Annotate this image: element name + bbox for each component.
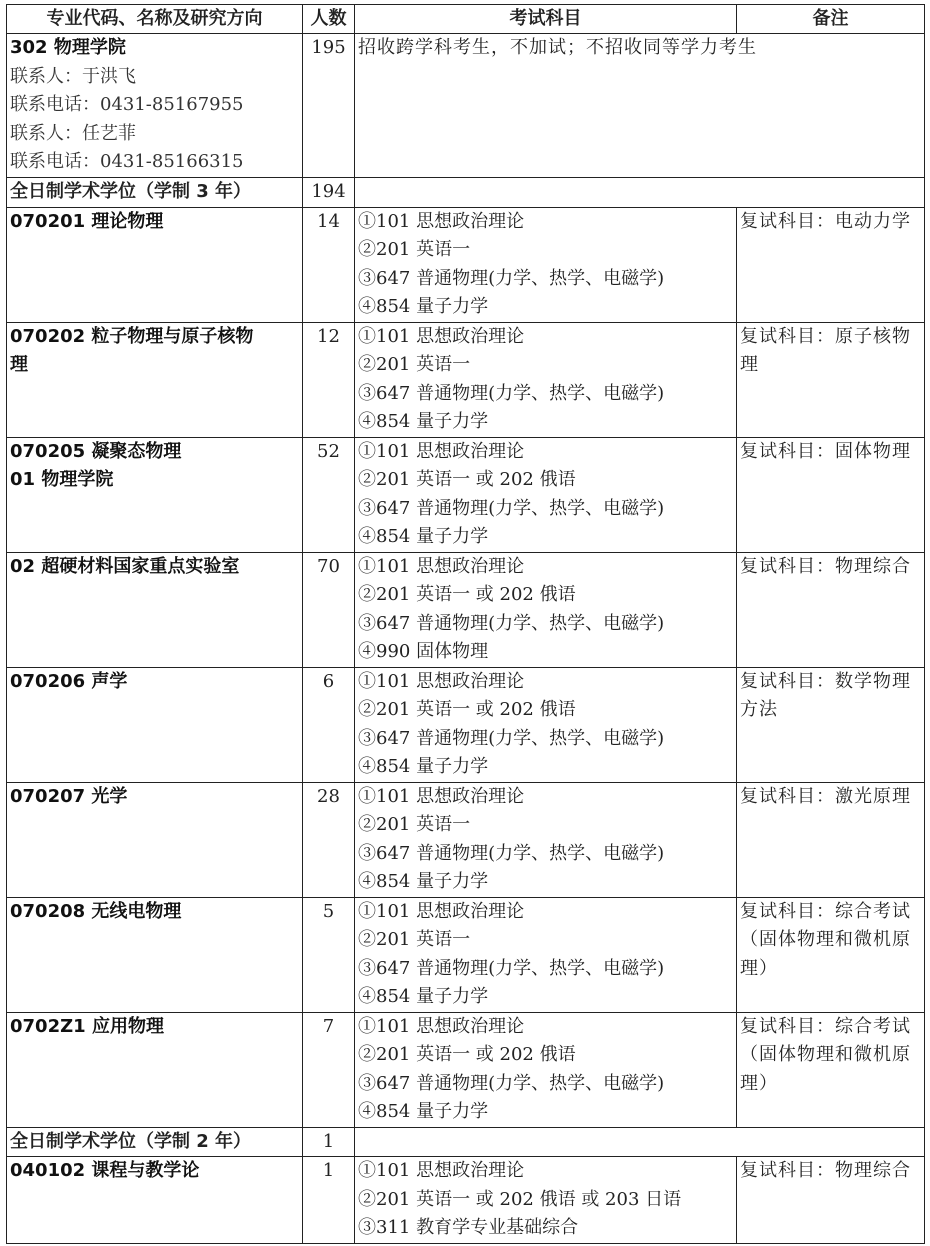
program-row xyxy=(7,437,925,552)
program-name-cell xyxy=(7,322,303,437)
band-empty-2yr xyxy=(355,1127,925,1157)
exam-subject: ④854 量子力学 xyxy=(358,411,489,432)
program-note: 复试科目：原子核物理 xyxy=(737,322,925,437)
program-row xyxy=(7,207,925,322)
exam-subject: ①101 思想政治理论 xyxy=(358,440,525,462)
contact-phone-2: 联系电话：0431-85166315 xyxy=(10,151,244,172)
department-note: 招收跨学科考生，不加试；不招收同等学力考生 xyxy=(355,34,925,178)
exam-subject: ④854 量子力学 xyxy=(358,871,489,892)
program-name-cell xyxy=(7,207,303,322)
program-name: 理 xyxy=(10,354,28,375)
exam-subject: ③647 普通物理(力学、热学、电磁学) xyxy=(358,612,665,634)
band-empty-3yr xyxy=(355,178,925,208)
program-name-cell xyxy=(7,552,303,667)
department-title: 302 物理学院 xyxy=(10,37,126,58)
program-row xyxy=(7,322,925,437)
program-name-cell xyxy=(7,897,303,1012)
band-label-3yr: 全日制学术学位（学制 3 年） xyxy=(7,178,303,208)
program-note: 复试科目：电动力学 xyxy=(737,207,925,322)
exam-subject: ③647 普通物理(力学、热学、电磁学) xyxy=(358,382,665,404)
program-name: 070205 凝聚态物理 xyxy=(10,440,182,462)
exam-subject: ②201 英语一 或 202 俄语 xyxy=(358,584,576,605)
program-name: 040102 课程与教学论 xyxy=(10,1160,200,1181)
exam-subject: ①101 思想政治理论 xyxy=(358,210,525,232)
program-row xyxy=(7,667,925,782)
program-name-cell xyxy=(7,1012,303,1127)
exam-subject: ①101 思想政治理论 xyxy=(358,670,525,692)
exam-subject: ①101 思想政治理论 xyxy=(358,555,525,577)
contact-person-1: 联系人：于洪飞 xyxy=(10,65,136,87)
program-note: 复试科目：物理综合 xyxy=(737,1157,925,1244)
band-row-2yr xyxy=(7,1127,925,1157)
program-subjects-cell xyxy=(355,552,737,667)
program-row xyxy=(7,552,925,667)
exam-subject: ④854 量子力学 xyxy=(358,526,489,547)
exam-subject: ②201 英语一 或 202 俄语 xyxy=(358,1044,576,1065)
program-subjects-cell xyxy=(355,1012,737,1127)
program-name-cell xyxy=(7,1157,303,1244)
band-count-3yr: 194 xyxy=(303,178,355,208)
exam-subject: ①101 思想政治理论 xyxy=(358,1160,525,1181)
exam-subject: ①101 思想政治理论 xyxy=(358,1015,525,1037)
program-row xyxy=(7,897,925,1012)
exam-subject: ③647 普通物理(力学、热学、电磁学) xyxy=(358,957,665,979)
band-label-2yr: 全日制学术学位（学制 2 年） xyxy=(7,1127,303,1157)
program-subjects-cell xyxy=(355,782,737,897)
header-major: 专业代码、名称及研究方向 xyxy=(7,5,303,34)
exam-subject: ④854 量子力学 xyxy=(358,756,489,777)
program-row xyxy=(7,1012,925,1127)
program-row xyxy=(7,1157,925,1244)
program-count: 6 xyxy=(303,667,355,782)
program-name: 070201 理论物理 xyxy=(10,210,164,232)
program-note: 复试科目：数学物理方法 xyxy=(737,667,925,782)
program-name-cell xyxy=(7,667,303,782)
admissions-table xyxy=(6,4,925,1244)
program-count: 7 xyxy=(303,1012,355,1127)
program-name: 070202 粒子物理与原子核物 xyxy=(10,325,254,347)
exam-subject: ③647 普通物理(力学、热学、电磁学) xyxy=(358,1072,665,1094)
exam-subject: ②201 英语一 或 202 俄语 xyxy=(358,699,576,720)
department-cell xyxy=(7,34,303,178)
department-count: 195 xyxy=(303,34,355,178)
program-note: 复试科目：综合考试（固体物理和微机原理） xyxy=(737,1012,925,1127)
contact-phone-1: 联系电话：0431-85167955 xyxy=(10,94,244,115)
exam-subject: ②201 英语一 xyxy=(358,239,471,260)
exam-subject: ④854 量子力学 xyxy=(358,1101,489,1122)
program-subjects-cell xyxy=(355,437,737,552)
exam-subject: ④990 固体物理 xyxy=(358,641,489,662)
exam-subject: ②201 英语一 xyxy=(358,929,471,950)
program-count: 14 xyxy=(303,207,355,322)
program-note: 复试科目：物理综合 xyxy=(737,552,925,667)
program-count: 12 xyxy=(303,322,355,437)
program-count: 5 xyxy=(303,897,355,1012)
exam-subject: ③647 普通物理(力学、热学、电磁学) xyxy=(358,267,665,289)
program-count: 52 xyxy=(303,437,355,552)
exam-subject: ①101 思想政治理论 xyxy=(358,900,525,922)
exam-subject: ③311 教育学专业基础综合 xyxy=(358,1217,579,1238)
header-count: 人数 xyxy=(303,5,355,34)
exam-subject: ②201 英语一 或 202 俄语 或 203 日语 xyxy=(358,1188,682,1210)
program-subjects-cell xyxy=(355,897,737,1012)
exam-subject: ④854 量子力学 xyxy=(358,296,489,317)
program-row xyxy=(7,782,925,897)
program-note: 复试科目：固体物理 xyxy=(737,437,925,552)
exam-subject: ④854 量子力学 xyxy=(358,986,489,1007)
exam-subject: ②201 英语一 或 202 俄语 xyxy=(358,469,576,490)
program-subjects-cell xyxy=(355,1157,737,1244)
program-name: 070206 声学 xyxy=(10,670,128,692)
program-name: 070207 光学 xyxy=(10,785,128,807)
program-name: 02 超硬材料国家重点实验室 xyxy=(10,555,240,577)
program-subjects-cell xyxy=(355,667,737,782)
program-name-cell xyxy=(7,782,303,897)
header-row xyxy=(7,5,925,34)
program-name: 070208 无线电物理 xyxy=(10,900,182,922)
header-note: 备注 xyxy=(737,5,925,34)
header-subjects: 考试科目 xyxy=(355,5,737,34)
department-row xyxy=(7,34,925,178)
program-note: 复试科目：综合考试（固体物理和微机原理） xyxy=(737,897,925,1012)
program-name: 01 物理学院 xyxy=(10,469,114,490)
exam-subject: ③647 普通物理(力学、热学、电磁学) xyxy=(358,497,665,519)
exam-subject: ③647 普通物理(力学、热学、电磁学) xyxy=(358,727,665,749)
program-count: 70 xyxy=(303,552,355,667)
exam-subject: ②201 英语一 xyxy=(358,354,471,375)
exam-subject: ①101 思想政治理论 xyxy=(358,325,525,347)
exam-subject: ①101 思想政治理论 xyxy=(358,785,525,807)
contact-person-2: 联系人：任艺菲 xyxy=(10,122,136,144)
program-note: 复试科目：激光原理 xyxy=(737,782,925,897)
program-count: 28 xyxy=(303,782,355,897)
exam-subject: ②201 英语一 xyxy=(358,814,471,835)
band-count-2yr: 1 xyxy=(303,1127,355,1157)
band-row-3yr xyxy=(7,178,925,208)
exam-subject: ③647 普通物理(力学、热学、电磁学) xyxy=(358,842,665,864)
program-name-cell xyxy=(7,437,303,552)
program-subjects-cell xyxy=(355,207,737,322)
program-count: 1 xyxy=(303,1157,355,1244)
program-name: 0702Z1 应用物理 xyxy=(10,1015,164,1037)
program-subjects-cell xyxy=(355,322,737,437)
